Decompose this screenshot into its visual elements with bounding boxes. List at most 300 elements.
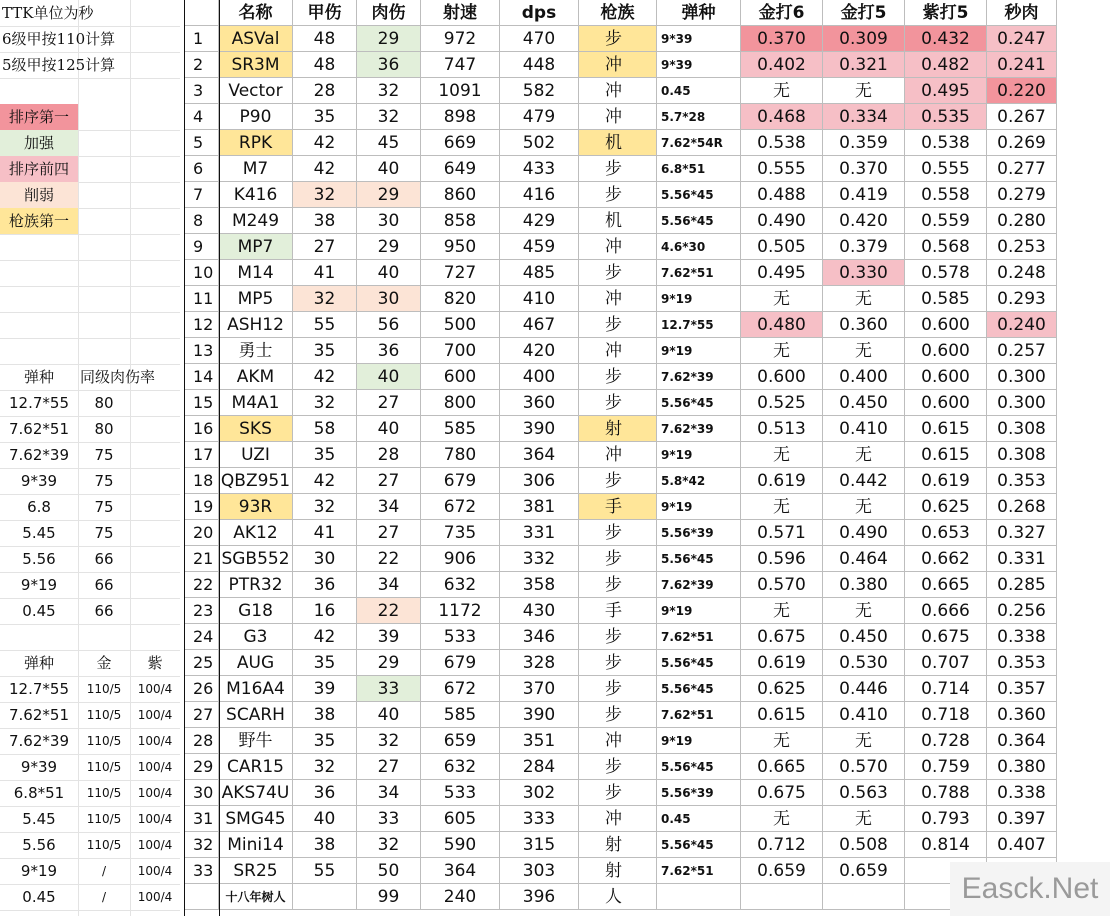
table-row <box>184 338 1110 364</box>
flesh-ttk: 0.360 <box>987 702 1057 728</box>
gold-vs-6: 0.675 <box>741 624 823 650</box>
purple-vs-5: 0.555 <box>905 156 987 182</box>
purple-grade: 100/4 <box>137 786 173 800</box>
dps: 306 <box>500 468 579 494</box>
weapon-class: 步 <box>579 26 657 52</box>
flesh-ttk: 0.338 <box>987 780 1057 806</box>
weapon-name: Mini14 <box>219 832 293 858</box>
purple-vs-5: 0.793 <box>905 806 987 832</box>
flesh-damage: 50 <box>357 858 421 884</box>
flesh-damage: 34 <box>357 780 421 806</box>
weapon-class: 冲 <box>579 52 657 78</box>
flesh-ttk: 0.300 <box>987 390 1057 416</box>
purple-grade: 100/4 <box>137 812 173 826</box>
gold-vs-6: 0.513 <box>741 416 823 442</box>
flesh-ttk: 0.247 <box>987 26 1057 52</box>
armor-damage: 30 <box>293 546 357 572</box>
dps: 390 <box>500 702 579 728</box>
purple-vs-5: 0.814 <box>905 832 987 858</box>
legend-item: 枪族第一 <box>0 208 78 234</box>
gold-vs-5: 0.659 <box>823 858 905 884</box>
gold-vs-6: 无 <box>741 338 823 364</box>
ammo-type: 7.62*51 <box>657 624 741 650</box>
gold-vs-6: 0.619 <box>741 650 823 676</box>
flesh-damage: 36 <box>357 52 421 78</box>
flesh-ttk: 0.268 <box>987 494 1057 520</box>
row-index: 21 <box>184 546 219 572</box>
purple-vs-5: 0.578 <box>905 260 987 286</box>
flesh-damage: 27 <box>357 468 421 494</box>
table-row <box>184 130 1110 156</box>
purple-vs-5: 0.482 <box>905 52 987 78</box>
gold-vs-6: 0.555 <box>741 156 823 182</box>
gold-grade: / <box>101 890 107 904</box>
gold-grade: 110/5 <box>86 734 122 748</box>
table-row <box>184 104 1110 130</box>
weapon-name: CAR15 <box>219 754 293 780</box>
table-row <box>184 364 1110 390</box>
gold-vs-6: 0.495 <box>741 260 823 286</box>
purple-grade: 100/4 <box>137 760 173 774</box>
armor-damage: 42 <box>293 624 357 650</box>
ammo-type: 12.7*55 <box>9 680 69 698</box>
ammo-type: 5.56*45 <box>657 754 741 780</box>
flesh-ttk: 0.256 <box>987 598 1057 624</box>
dps: 470 <box>500 26 579 52</box>
ammo-type: 5.56*45 <box>657 832 741 858</box>
gold-vs-5: 0.450 <box>823 624 905 650</box>
weapon-class: 步 <box>579 780 657 806</box>
table-row <box>184 780 1110 806</box>
weapon-class: 步 <box>579 312 657 338</box>
armor-damage: 35 <box>293 442 357 468</box>
armor-damage: 27 <box>293 234 357 260</box>
row-index: 18 <box>184 468 219 494</box>
dps: 433 <box>500 156 579 182</box>
gold-vs-5: 无 <box>823 494 905 520</box>
gold-vs-5: 0.530 <box>823 650 905 676</box>
weapon-class: 机 <box>579 130 657 156</box>
table-row <box>184 806 1110 832</box>
table-row <box>184 728 1110 754</box>
row-index: 24 <box>184 624 219 650</box>
ammo-type: 9*19 <box>657 728 741 754</box>
table-row <box>184 390 1110 416</box>
purple-vs-5: 0.600 <box>905 338 987 364</box>
gold-vs-6: 0.488 <box>741 182 823 208</box>
left-row <box>0 572 180 599</box>
ammo-type: 5.56 <box>22 836 56 854</box>
weapon-name: AK12 <box>219 520 293 546</box>
weapon-class: 步 <box>579 754 657 780</box>
dps: 331 <box>500 520 579 546</box>
gold-grade: 110/5 <box>86 812 122 826</box>
gold-grade: 110/5 <box>86 682 122 696</box>
ammo-type: 9*39 <box>20 472 58 490</box>
flesh-damage: 29 <box>357 182 421 208</box>
flesh-ttk: 0.267 <box>987 104 1057 130</box>
purple-header: 紫 <box>147 654 163 672</box>
table-row <box>184 676 1110 702</box>
table-row <box>184 234 1110 260</box>
left-row <box>0 598 180 625</box>
purple-grade: 100/4 <box>137 838 173 852</box>
fire-rate: 820 <box>421 286 500 312</box>
flesh-ttk: 0.248 <box>987 260 1057 286</box>
flesh-rate: 66 <box>94 576 114 594</box>
gold-vs-5: 0.321 <box>823 52 905 78</box>
flesh-damage: 40 <box>357 156 421 182</box>
note-text: 5级甲按125计算 <box>2 56 116 74</box>
ammo-type: 0.45 <box>657 78 741 104</box>
weapon-class: 步 <box>579 468 657 494</box>
weapon-name: SCARH <box>219 702 293 728</box>
weapon-name: SGB552 <box>219 546 293 572</box>
armor-damage: 35 <box>293 728 357 754</box>
purple-vs-5: 0.535 <box>905 104 987 130</box>
flesh-ttk: 0.353 <box>987 650 1057 676</box>
purple-vs-5: 0.728 <box>905 728 987 754</box>
gold-vs-6: 0.571 <box>741 520 823 546</box>
weapon-name: M7 <box>219 156 293 182</box>
gold-vs-6: 无 <box>741 286 823 312</box>
weapon-class: 步 <box>579 624 657 650</box>
fire-rate: 972 <box>421 26 500 52</box>
ammo-type: 7.62*39 <box>657 572 741 598</box>
gold-vs-5: 无 <box>823 442 905 468</box>
dps: 430 <box>500 598 579 624</box>
weapon-class: 冲 <box>579 78 657 104</box>
dps: 479 <box>500 104 579 130</box>
fire-rate: 727 <box>421 260 500 286</box>
gold-vs-5: 0.450 <box>823 390 905 416</box>
table-row <box>184 468 1110 494</box>
row-index: 1 <box>184 26 219 52</box>
weapon-class: 人 <box>579 884 657 910</box>
flesh-ttk: 0.397 <box>987 806 1057 832</box>
flesh-damage: 56 <box>357 312 421 338</box>
flesh-damage: 40 <box>357 364 421 390</box>
flesh-ttk: 0.327 <box>987 520 1057 546</box>
flesh-damage: 30 <box>357 286 421 312</box>
gold-vs-6: 0.619 <box>741 468 823 494</box>
left-row <box>0 728 180 755</box>
flesh-damage: 32 <box>357 832 421 858</box>
purple-vs-5: 0.619 <box>905 468 987 494</box>
flesh-ttk: 0.331 <box>987 546 1057 572</box>
gold-vs-5: 0.309 <box>823 26 905 52</box>
row-index: 33 <box>184 858 219 884</box>
armor-damage: 32 <box>293 494 357 520</box>
table-row <box>184 312 1110 338</box>
gold-vs-5: 无 <box>823 728 905 754</box>
left-row <box>0 442 180 469</box>
gold-vs-5: 0.464 <box>823 546 905 572</box>
ammo-type: 9*19 <box>657 442 741 468</box>
weapon-class: 步 <box>579 364 657 390</box>
armor-damage: 38 <box>293 832 357 858</box>
table-row <box>184 26 1110 52</box>
row-index: 3 <box>184 78 219 104</box>
purple-vs-5: 0.568 <box>905 234 987 260</box>
row-index <box>184 884 219 910</box>
table-row <box>184 286 1110 312</box>
purple-vs-5: 0.495 <box>905 78 987 104</box>
flesh-damage: 32 <box>357 104 421 130</box>
ammo-type: 9*39 <box>20 758 58 776</box>
left-row <box>0 312 180 339</box>
gold-vs-5: 0.570 <box>823 754 905 780</box>
gold-vs-6: 0.505 <box>741 234 823 260</box>
ammo-type: 6.8*51 <box>657 156 741 182</box>
ammo-type: 9*19 <box>657 286 741 312</box>
armor-damage: 28 <box>293 78 357 104</box>
weapon-name: ASVal <box>219 26 293 52</box>
gold-vs-6: 0.659 <box>741 858 823 884</box>
fire-rate: 669 <box>421 130 500 156</box>
weapon-class: 步 <box>579 390 657 416</box>
flesh-ttk: 0.240 <box>987 312 1057 338</box>
left-row <box>0 676 180 703</box>
ammo-type: 7.62*39 <box>9 732 69 750</box>
fire-rate: 605 <box>421 806 500 832</box>
weapon-class: 冲 <box>579 338 657 364</box>
dps: 485 <box>500 260 579 286</box>
flesh-rate: 66 <box>94 602 114 620</box>
row-index: 32 <box>184 832 219 858</box>
table-row <box>184 572 1110 598</box>
fire-rate: 533 <box>421 780 500 806</box>
flesh-ttk: 0.220 <box>987 78 1057 104</box>
weapon-name: 勇士 <box>219 338 293 364</box>
gold-vs-6: 0.490 <box>741 208 823 234</box>
fire-rate: 632 <box>421 754 500 780</box>
left-row <box>0 390 180 417</box>
left-row <box>0 780 180 807</box>
weapon-name: SR3M <box>219 52 293 78</box>
row-index: 15 <box>184 390 219 416</box>
weapon-class: 射 <box>579 858 657 884</box>
flesh-rate: 80 <box>94 420 114 438</box>
ammo-type: 12.7*55 <box>9 394 69 412</box>
row-index: 23 <box>184 598 219 624</box>
gold-vs-5: 0.410 <box>823 702 905 728</box>
fire-rate: 649 <box>421 156 500 182</box>
ammo-type: 5.56*45 <box>657 182 741 208</box>
flesh-ttk-header: 秒肉 <box>987 0 1057 26</box>
row-index: 19 <box>184 494 219 520</box>
gold-vs-5: 0.334 <box>823 104 905 130</box>
left-row <box>0 806 180 833</box>
left-row <box>0 520 180 547</box>
weapon-name: P90 <box>219 104 293 130</box>
weapon-class: 步 <box>579 676 657 702</box>
dps: 332 <box>500 546 579 572</box>
gold-vs-5: 0.490 <box>823 520 905 546</box>
row-index: 9 <box>184 234 219 260</box>
dps: 303 <box>500 858 579 884</box>
armor-damage: 58 <box>293 416 357 442</box>
fire-rate-header: 射速 <box>421 0 500 26</box>
left-row <box>0 0 180 27</box>
purple-vs-5: 0.675 <box>905 624 987 650</box>
fire-rate: 659 <box>421 728 500 754</box>
armor-damage: 39 <box>293 676 357 702</box>
ammo-type: 0.45 <box>22 602 56 620</box>
note-text: 6级甲按110计算 <box>2 30 116 48</box>
weapon-name: SKS <box>219 416 293 442</box>
fire-rate: 590 <box>421 832 500 858</box>
dps: 381 <box>500 494 579 520</box>
dps: 360 <box>500 390 579 416</box>
purple-vs-5: 0.788 <box>905 780 987 806</box>
ammo-type: 7.62*39 <box>657 364 741 390</box>
purple-vs-5: 0.662 <box>905 546 987 572</box>
fire-rate: 780 <box>421 442 500 468</box>
table-row <box>184 156 1110 182</box>
fire-rate: 906 <box>421 546 500 572</box>
row-index-header <box>184 0 219 26</box>
table-row <box>184 520 1110 546</box>
left-row <box>0 234 180 261</box>
armor-damage: 32 <box>293 390 357 416</box>
gold-vs-6: 0.525 <box>741 390 823 416</box>
flesh-damage: 32 <box>357 728 421 754</box>
flesh-ttk: 0.253 <box>987 234 1057 260</box>
gold-vs-5: 无 <box>823 286 905 312</box>
watermark: Easck.Net <box>950 862 1110 916</box>
gold-vs-6: 0.665 <box>741 754 823 780</box>
left-row <box>0 884 180 911</box>
ammo-type: 5.56*45 <box>657 390 741 416</box>
fire-rate: 735 <box>421 520 500 546</box>
weapon-class: 冲 <box>579 442 657 468</box>
ammo-type: 5.56*45 <box>657 208 741 234</box>
armor-damage: 41 <box>293 520 357 546</box>
purple-vs-5: 0.585 <box>905 286 987 312</box>
weapon-name: RPK <box>219 130 293 156</box>
ammo-header: 弹种 <box>23 654 54 672</box>
table-left-border <box>184 0 185 916</box>
dps: 351 <box>500 728 579 754</box>
weapon-name: ASH12 <box>219 312 293 338</box>
left-row <box>0 156 180 183</box>
dps: 358 <box>500 572 579 598</box>
row-index: 10 <box>184 260 219 286</box>
flesh-ttk: 0.280 <box>987 208 1057 234</box>
flesh-damage: 29 <box>357 26 421 52</box>
gold-vs-5: 0.379 <box>823 234 905 260</box>
armor-damage: 40 <box>293 806 357 832</box>
purple-grade: 100/4 <box>137 734 173 748</box>
armor-damage: 55 <box>293 312 357 338</box>
row-index: 4 <box>184 104 219 130</box>
gold-grade: / <box>101 864 107 878</box>
gold-vs-5: 0.380 <box>823 572 905 598</box>
gold-vs-6: 无 <box>741 494 823 520</box>
ammo-type: 9*39 <box>657 26 741 52</box>
fire-rate: 950 <box>421 234 500 260</box>
weapon-name: 十八年树人 <box>219 884 293 910</box>
purple-grade: 100/4 <box>137 864 173 878</box>
weapon-class: 步 <box>579 260 657 286</box>
gold-vs-5 <box>823 884 905 910</box>
armor-damage: 55 <box>293 858 357 884</box>
weapon-class-header: 枪族 <box>579 0 657 26</box>
fire-rate: 632 <box>421 572 500 598</box>
weapon-name: K416 <box>219 182 293 208</box>
armor-damage: 42 <box>293 364 357 390</box>
legend-item: 排序前四 <box>0 156 78 182</box>
gold-vs-5: 0.442 <box>823 468 905 494</box>
purple-vs-5: 0.625 <box>905 494 987 520</box>
row-index: 11 <box>184 286 219 312</box>
ttk-table <box>184 0 1110 916</box>
purple-vs-5: 0.718 <box>905 702 987 728</box>
table-row <box>184 650 1110 676</box>
ammo-type: 12.7*55 <box>657 312 741 338</box>
weapon-class: 射 <box>579 832 657 858</box>
purple-vs-5: 0.600 <box>905 390 987 416</box>
gold-vs-6: 0.570 <box>741 572 823 598</box>
ammo-type: 5.56*45 <box>657 650 741 676</box>
armor-damage: 32 <box>293 182 357 208</box>
armor-damage: 35 <box>293 338 357 364</box>
fire-rate: 679 <box>421 650 500 676</box>
weapon-class: 步 <box>579 702 657 728</box>
dps-header: dps <box>500 0 579 26</box>
table-row <box>184 52 1110 78</box>
weapon-class: 机 <box>579 208 657 234</box>
table-row <box>184 702 1110 728</box>
weapon-name: M14 <box>219 260 293 286</box>
gold-vs-6: 0.480 <box>741 312 823 338</box>
gold-vs-6: 无 <box>741 442 823 468</box>
flesh-rate: 80 <box>94 394 114 412</box>
flesh-damage: 27 <box>357 390 421 416</box>
ammo-type: 7.62*51 <box>657 260 741 286</box>
flesh-damage: 45 <box>357 130 421 156</box>
flesh-damage: 34 <box>357 572 421 598</box>
weapon-class: 步 <box>579 546 657 572</box>
left-row <box>0 624 180 651</box>
weapon-class: 冲 <box>579 234 657 260</box>
gold-vs-6: 无 <box>741 806 823 832</box>
flesh-rate: 75 <box>94 446 114 464</box>
gold-vs-5-header: 金打5 <box>823 0 905 26</box>
row-index: 7 <box>184 182 219 208</box>
purple-grade: 100/4 <box>137 682 173 696</box>
ammo-type: 5.7*28 <box>657 104 741 130</box>
gold-vs-5: 0.420 <box>823 208 905 234</box>
purple-vs-5: 0.665 <box>905 572 987 598</box>
row-index: 28 <box>184 728 219 754</box>
weapon-name: 野牛 <box>219 728 293 754</box>
flesh-damage: 30 <box>357 208 421 234</box>
gold-vs-5: 0.370 <box>823 156 905 182</box>
flesh-ttk: 0.277 <box>987 156 1057 182</box>
purple-vs-5: 0.559 <box>905 208 987 234</box>
left-row <box>0 364 180 391</box>
weapon-class: 手 <box>579 598 657 624</box>
row-index: 12 <box>184 312 219 338</box>
left-row <box>0 26 180 53</box>
weapon-name: AUG <box>219 650 293 676</box>
flesh-damage: 39 <box>357 624 421 650</box>
fire-rate: 585 <box>421 702 500 728</box>
fire-rate: 1091 <box>421 78 500 104</box>
weapon-class: 冲 <box>579 104 657 130</box>
